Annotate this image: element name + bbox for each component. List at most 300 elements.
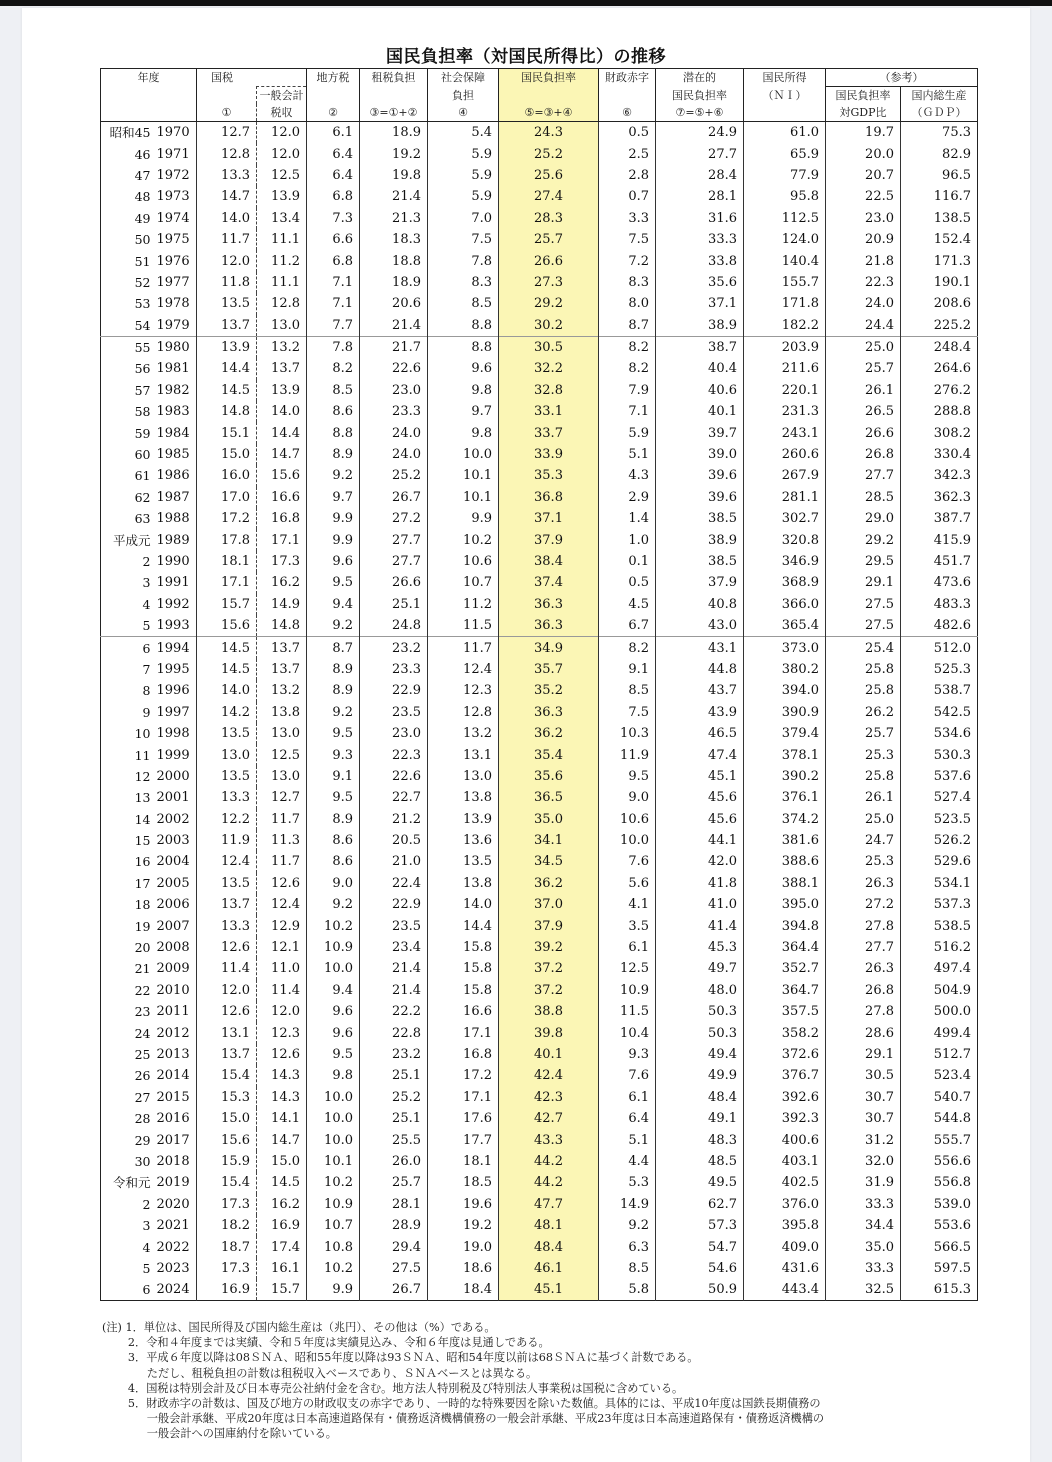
value-cell: 45.6	[656, 787, 744, 808]
value-cell: 26.2	[826, 702, 901, 723]
value-cell: 12.6	[197, 1001, 257, 1022]
value-cell: 14.4	[197, 358, 257, 379]
value-cell: 38.5	[656, 508, 744, 529]
value-cell: 6.8	[307, 250, 360, 271]
value-cell: 6.4	[599, 1108, 656, 1129]
value-cell: 482.6	[901, 615, 978, 637]
value-cell: 30.5	[826, 1065, 901, 1086]
value-cell: 400.6	[744, 1129, 826, 1150]
value-cell: 190.1	[901, 272, 978, 293]
value-cell: 37.9	[656, 572, 744, 593]
value-cell: 21.8	[826, 250, 901, 271]
value-cell: 15.7	[257, 1279, 307, 1301]
value-cell: 225.2	[901, 315, 978, 337]
table-body	[101, 122, 978, 1301]
value-cell: 12.5	[257, 744, 307, 765]
value-cell: 11.7	[428, 637, 499, 659]
era-cell: 28	[134, 1111, 151, 1127]
value-cell: 19.0	[428, 1236, 499, 1257]
header-sozei: 租税負担	[360, 69, 428, 87]
value-cell: 45.1	[656, 766, 744, 787]
value-cell: 27.2	[360, 508, 428, 529]
value-cell: 26.3	[826, 873, 901, 894]
year-cell: 2001	[156, 790, 190, 806]
year-cell: 2009	[156, 961, 190, 977]
value-cell: 14.8	[197, 401, 257, 422]
value-cell: 10.9	[307, 1194, 360, 1215]
value-cell: 12.0	[257, 143, 307, 164]
value-cell: 8.7	[599, 315, 656, 337]
year-cell: 1978	[156, 296, 190, 312]
value-cell: 8.2	[599, 637, 656, 659]
value-cell: 26.6	[826, 422, 901, 443]
year-cell: 1999	[156, 747, 190, 763]
table-row	[101, 809, 978, 830]
table-row	[101, 787, 978, 808]
table-row	[101, 551, 978, 572]
value-cell: 46.5	[656, 723, 744, 744]
table-row	[101, 1172, 978, 1193]
value-cell: 15.1	[197, 422, 257, 443]
value-cell: 5.8	[599, 1279, 656, 1301]
value-cell: 7.7	[307, 315, 360, 337]
value-cell: 23.5	[360, 915, 428, 936]
header-zeishu: 税収	[257, 104, 307, 122]
era-cell: 62	[134, 489, 151, 505]
value-cell: 12.5	[599, 958, 656, 979]
value-cell: 14.4	[257, 422, 307, 443]
era-cell: 令和元	[112, 1175, 151, 1191]
value-cell: 392.3	[744, 1108, 826, 1129]
era-cell: 26	[134, 1068, 151, 1084]
value-cell: 14.0	[197, 208, 257, 229]
value-cell: 538.7	[901, 680, 978, 701]
era-cell: 6	[142, 1282, 151, 1298]
era-cell: 16	[134, 854, 151, 870]
value-cell: 27.7	[360, 551, 428, 572]
value-cell: 62.7	[656, 1194, 744, 1215]
era-cell: 58	[134, 404, 151, 420]
value-cell: 41.8	[656, 873, 744, 894]
value-cell: 13.0	[197, 744, 257, 765]
value-cell: 37.1	[499, 508, 599, 529]
value-cell: 15.9	[197, 1151, 257, 1172]
value-cell: 9.5	[307, 1044, 360, 1065]
value-cell: 44.2	[499, 1151, 599, 1172]
value-cell: 37.4	[499, 572, 599, 593]
value-cell: 23.3	[360, 401, 428, 422]
value-cell: 40.4	[656, 358, 744, 379]
year-cell: 2005	[156, 875, 190, 891]
year-cell: 2002	[156, 811, 190, 827]
header-chiho: 地方税	[307, 69, 360, 87]
value-cell: 24.0	[360, 444, 428, 465]
value-cell: 497.4	[901, 958, 978, 979]
year-cell: 1982	[156, 382, 190, 398]
header-ippan: 一般会計	[257, 87, 307, 105]
value-cell: 13.7	[197, 1044, 257, 1065]
value-cell: 19.8	[360, 165, 428, 186]
era-cell: 15	[134, 833, 151, 849]
value-cell: 6.8	[307, 186, 360, 207]
value-cell: 37.1	[656, 293, 744, 314]
value-cell: 7.8	[307, 336, 360, 358]
value-cell: 10.1	[307, 1151, 360, 1172]
value-cell: 17.3	[257, 551, 307, 572]
value-cell: 46.1	[499, 1258, 599, 1279]
value-cell: 248.4	[901, 336, 978, 358]
value-cell: 25.3	[826, 851, 901, 872]
value-cell: 28.1	[656, 186, 744, 207]
header-senzai-2: 国民負担率	[656, 87, 744, 105]
value-cell: 0.5	[599, 122, 656, 144]
table-row	[101, 165, 978, 186]
value-cell: 9.7	[307, 487, 360, 508]
header-shakai-num: ④	[428, 104, 499, 122]
value-cell: 22.2	[360, 1001, 428, 1022]
era-cell: 11	[134, 747, 151, 763]
table-row	[101, 873, 978, 894]
value-cell: 25.7	[826, 358, 901, 379]
value-cell: 15.4	[197, 1065, 257, 1086]
value-cell: 320.8	[744, 529, 826, 550]
header-ref: （参考）	[826, 69, 978, 87]
header-ni: 国民所得	[744, 69, 826, 87]
value-cell: 12.3	[257, 1022, 307, 1043]
era-cell: 5	[142, 618, 151, 634]
value-cell: 22.9	[360, 680, 428, 701]
value-cell: 35.4	[499, 744, 599, 765]
era-cell: 20	[134, 940, 151, 956]
value-cell: 25.6	[499, 165, 599, 186]
value-cell: 47.7	[499, 1194, 599, 1215]
value-cell: 10.3	[599, 723, 656, 744]
value-cell: 9.4	[307, 594, 360, 615]
value-cell: 24.0	[360, 422, 428, 443]
value-cell: 14.1	[257, 1108, 307, 1129]
value-cell: 13.1	[197, 1022, 257, 1043]
value-cell: 19.2	[428, 1215, 499, 1236]
table-row	[101, 659, 978, 680]
value-cell: 38.8	[499, 1001, 599, 1022]
value-cell: 45.6	[656, 809, 744, 830]
value-cell: 40.1	[499, 1044, 599, 1065]
value-cell: 16.9	[257, 1215, 307, 1236]
value-cell: 14.0	[428, 894, 499, 915]
value-cell: 7.8	[428, 250, 499, 271]
value-cell: 31.9	[826, 1172, 901, 1193]
value-cell: 26.0	[360, 1151, 428, 1172]
value-cell: 14.9	[257, 594, 307, 615]
year-cell: 1995	[156, 661, 190, 677]
value-cell: 14.3	[257, 1065, 307, 1086]
value-cell: 17.0	[197, 487, 257, 508]
value-cell: 15.4	[197, 1172, 257, 1193]
value-cell: 1.0	[599, 529, 656, 550]
value-cell: 30.5	[499, 336, 599, 358]
value-cell: 29.5	[826, 551, 901, 572]
value-cell: 443.4	[744, 1279, 826, 1301]
value-cell: 523.4	[901, 1065, 978, 1086]
value-cell: 13.7	[197, 894, 257, 915]
value-cell: 48.4	[499, 1236, 599, 1257]
value-cell: 8.9	[307, 809, 360, 830]
value-cell: 10.2	[307, 915, 360, 936]
value-cell: 12.6	[257, 1044, 307, 1065]
value-cell: 392.6	[744, 1087, 826, 1108]
table-row	[101, 487, 978, 508]
value-cell: 13.8	[428, 787, 499, 808]
value-cell: 4.3	[599, 465, 656, 486]
table-row	[101, 1279, 978, 1301]
table-row	[101, 1236, 978, 1257]
header-gdpratio: 国民負担率	[826, 87, 901, 105]
value-cell: 13.4	[257, 208, 307, 229]
value-cell: 13.7	[197, 315, 257, 337]
value-cell: 29.1	[826, 572, 901, 593]
era-cell: 19	[134, 918, 151, 934]
value-cell: 38.9	[656, 529, 744, 550]
value-cell: 8.9	[307, 444, 360, 465]
value-cell: 556.8	[901, 1172, 978, 1193]
header-senzai: 潜在的	[656, 69, 744, 87]
value-cell: 13.8	[428, 873, 499, 894]
value-cell: 35.3	[499, 465, 599, 486]
value-cell: 12.0	[257, 1001, 307, 1022]
value-cell: 27.8	[826, 1001, 901, 1022]
value-cell: 431.6	[744, 1258, 826, 1279]
value-cell: 9.1	[599, 659, 656, 680]
table-row	[101, 851, 978, 872]
header-gdpratio-2: 対GDP比	[826, 104, 901, 122]
year-cell: 2010	[156, 982, 190, 998]
value-cell: 44.1	[656, 830, 744, 851]
value-cell: 11.2	[257, 250, 307, 271]
value-cell: 267.9	[744, 465, 826, 486]
value-cell: 36.2	[499, 723, 599, 744]
value-cell: 18.5	[428, 1172, 499, 1193]
year-cell: 1996	[156, 683, 190, 699]
value-cell: 35.2	[499, 680, 599, 701]
year-cell: 2008	[156, 940, 190, 956]
table-row	[101, 1022, 978, 1043]
value-cell: 41.4	[656, 915, 744, 936]
value-cell: 11.1	[257, 272, 307, 293]
value-cell: 12.4	[428, 659, 499, 680]
value-cell: 38.9	[656, 315, 744, 337]
value-cell: 20.9	[826, 229, 901, 250]
value-cell: 18.6	[428, 1258, 499, 1279]
value-cell: 9.5	[307, 787, 360, 808]
value-cell: 379.4	[744, 723, 826, 744]
value-cell: 44.8	[656, 659, 744, 680]
value-cell: 48.4	[656, 1087, 744, 1108]
table-row	[101, 680, 978, 701]
header-ni-2: （ＮＩ）	[744, 87, 826, 105]
value-cell: 21.4	[360, 980, 428, 1001]
value-cell: 544.8	[901, 1108, 978, 1129]
era-cell: 46	[134, 146, 151, 162]
value-cell: 23.0	[360, 380, 428, 401]
table-row	[101, 186, 978, 207]
value-cell: 152.4	[901, 229, 978, 250]
value-cell: 77.9	[744, 165, 826, 186]
value-cell: 27.2	[826, 894, 901, 915]
era-cell: 60	[134, 447, 151, 463]
value-cell: 28.1	[360, 1194, 428, 1215]
table-row	[101, 894, 978, 915]
value-cell: 9.0	[307, 873, 360, 894]
value-cell: 23.3	[360, 659, 428, 680]
value-cell: 264.6	[901, 358, 978, 379]
value-cell: 260.6	[744, 444, 826, 465]
value-cell: 13.9	[257, 186, 307, 207]
value-cell: 11.0	[257, 958, 307, 979]
value-cell: 14.7	[197, 186, 257, 207]
value-cell: 36.3	[499, 594, 599, 615]
value-cell: 18.3	[360, 229, 428, 250]
era-cell: 2	[142, 554, 151, 569]
value-cell: 23.2	[360, 637, 428, 659]
value-cell: 7.3	[307, 208, 360, 229]
value-cell: 22.6	[360, 358, 428, 379]
value-cell: 7.9	[599, 380, 656, 401]
value-cell: 27.5	[360, 1258, 428, 1279]
value-cell: 10.2	[307, 1172, 360, 1193]
value-cell: 4.5	[599, 594, 656, 615]
value-cell: 7.2	[599, 250, 656, 271]
value-cell: 27.4	[499, 186, 599, 207]
value-cell: 36.8	[499, 487, 599, 508]
value-cell: 35.7	[499, 659, 599, 680]
year-cell: 2023	[156, 1260, 190, 1276]
value-cell: 37.9	[499, 529, 599, 550]
value-cell: 7.1	[599, 401, 656, 422]
value-cell: 537.3	[901, 894, 978, 915]
value-cell: 36.3	[499, 702, 599, 723]
value-cell: 0.5	[599, 572, 656, 593]
value-cell: 19.6	[428, 1194, 499, 1215]
value-cell: 8.8	[428, 315, 499, 337]
year-cell: 2020	[156, 1196, 190, 1212]
value-cell: 39.8	[499, 1022, 599, 1043]
value-cell: 473.6	[901, 572, 978, 593]
value-cell: 12.8	[257, 293, 307, 314]
value-cell: 17.7	[428, 1129, 499, 1150]
value-cell: 50.9	[656, 1279, 744, 1301]
value-cell: 10.7	[428, 572, 499, 593]
value-cell: 9.9	[428, 508, 499, 529]
value-cell: 22.9	[360, 894, 428, 915]
value-cell: 5.9	[599, 422, 656, 443]
value-cell: 29.4	[360, 1236, 428, 1257]
value-cell: 8.7	[307, 637, 360, 659]
value-cell: 11.5	[599, 1001, 656, 1022]
value-cell: 37.2	[499, 980, 599, 1001]
year-cell: 2019	[156, 1175, 190, 1191]
value-cell: 13.5	[197, 873, 257, 894]
value-cell: 138.5	[901, 208, 978, 229]
value-cell: 13.3	[197, 165, 257, 186]
value-cell: 402.5	[744, 1172, 826, 1193]
year-cell: 2004	[156, 854, 190, 870]
table-row	[101, 508, 978, 529]
value-cell: 16.2	[257, 572, 307, 593]
value-cell: 11.1	[257, 229, 307, 250]
value-cell: 12.7	[197, 122, 257, 144]
value-cell: 9.9	[307, 529, 360, 550]
value-cell: 50.3	[656, 1022, 744, 1043]
value-cell: 9.2	[599, 1215, 656, 1236]
value-cell: 40.1	[656, 401, 744, 422]
value-cell: 14.7	[257, 444, 307, 465]
value-cell: 9.2	[307, 465, 360, 486]
value-cell: 352.7	[744, 958, 826, 979]
value-cell: 394.0	[744, 680, 826, 701]
value-cell: 43.1	[656, 637, 744, 659]
value-cell: 65.9	[744, 143, 826, 164]
table-row	[101, 980, 978, 1001]
value-cell: 243.1	[744, 422, 826, 443]
era-cell: 12	[134, 768, 151, 784]
value-cell: 13.5	[428, 851, 499, 872]
value-cell: 394.8	[744, 915, 826, 936]
value-cell: 372.6	[744, 1044, 826, 1065]
value-cell: 7.1	[307, 272, 360, 293]
value-cell: 25.3	[826, 744, 901, 765]
value-cell: 10.0	[307, 1108, 360, 1129]
value-cell: 49.5	[656, 1172, 744, 1193]
era-cell: 25	[134, 1046, 151, 1062]
table-row	[101, 465, 978, 486]
year-cell: 2007	[156, 918, 190, 934]
value-cell: 27.3	[499, 272, 599, 293]
value-cell: 10.1	[428, 465, 499, 486]
value-cell: 7.1	[307, 293, 360, 314]
table-row	[101, 1215, 978, 1236]
header-shakai-2: 負担	[428, 87, 499, 105]
value-cell: 29.1	[826, 1044, 901, 1065]
value-cell: 29.2	[826, 529, 901, 550]
value-cell: 171.8	[744, 293, 826, 314]
value-cell: 376.7	[744, 1065, 826, 1086]
value-cell: 22.8	[360, 1022, 428, 1043]
value-cell: 1.4	[599, 508, 656, 529]
value-cell: 537.6	[901, 766, 978, 787]
value-cell: 378.1	[744, 744, 826, 765]
value-cell: 37.9	[499, 915, 599, 936]
value-cell: 364.4	[744, 937, 826, 958]
value-cell: 17.1	[197, 572, 257, 593]
table-row	[101, 937, 978, 958]
value-cell: 13.5	[197, 723, 257, 744]
year-cell: 1977	[156, 274, 190, 290]
table-row	[101, 444, 978, 465]
value-cell: 8.3	[599, 272, 656, 293]
era-cell: 平成元	[112, 532, 151, 548]
value-cell: 539.0	[901, 1194, 978, 1215]
value-cell: 17.2	[197, 508, 257, 529]
value-cell: 9.9	[307, 508, 360, 529]
value-cell: 9.6	[428, 358, 499, 379]
value-cell: 31.2	[826, 1129, 901, 1150]
value-cell: 302.7	[744, 508, 826, 529]
value-cell: 9.0	[599, 787, 656, 808]
value-cell: 42.0	[656, 851, 744, 872]
value-cell: 409.0	[744, 1236, 826, 1257]
value-cell: 42.7	[499, 1108, 599, 1129]
era-cell: 13	[134, 790, 151, 806]
